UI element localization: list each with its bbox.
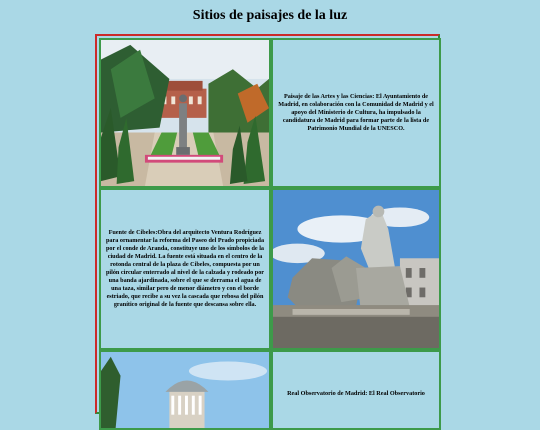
sites-table bbox=[95, 34, 440, 414]
garden-photo-icon bbox=[101, 40, 269, 186]
observatory-description-text: Real Observatorio de Madrid: El Real Observatorio bbox=[287, 390, 425, 398]
fountain-description bbox=[99, 188, 271, 350]
fountain-photo-icon bbox=[273, 190, 439, 348]
fountain-description-text: Fuente de Cibeles:Obra del arquitecto Ventura Rodríguez para ornamentar la reforma del Paseo del Prado propiciada por el conde de Aranda, constituye uno de los símbolos de la ciudad de Madrid. La fuente está situada en el centro de la rotonda central de la plaza de Cibeles, compuesta por un pilón circular enterrado al nivel de la calzada y rodeado por una banda ajardinada, sobre el que se derrama el agua de una taza, similar pero de menor diámetro y con el borde estriado, que recibe a su vez la cascada que rebosa del pilón granítico original de la fuente que descansa sobre ella. bbox=[105, 229, 265, 308]
page-title: Sitios de paisajes de la luz bbox=[192, 8, 348, 23]
observatory-description bbox=[271, 350, 441, 430]
garden-description bbox=[271, 38, 441, 188]
garden-photo bbox=[99, 38, 271, 188]
observatory-photo bbox=[99, 350, 271, 430]
garden-description-text: Paisaje de las Artes y las Ciencias: El Ayuntamiento de Madrid, en colaboración con la Comunidad de Madrid y el apoyo del Ministerio de Cultura, ha impulsado la candidatura de Madrid para formar parte de la lista de Patrimonio Mundial de la UNESCO. bbox=[278, 93, 434, 132]
fountain-photo bbox=[271, 188, 441, 350]
observatory-photo-icon bbox=[101, 352, 269, 428]
